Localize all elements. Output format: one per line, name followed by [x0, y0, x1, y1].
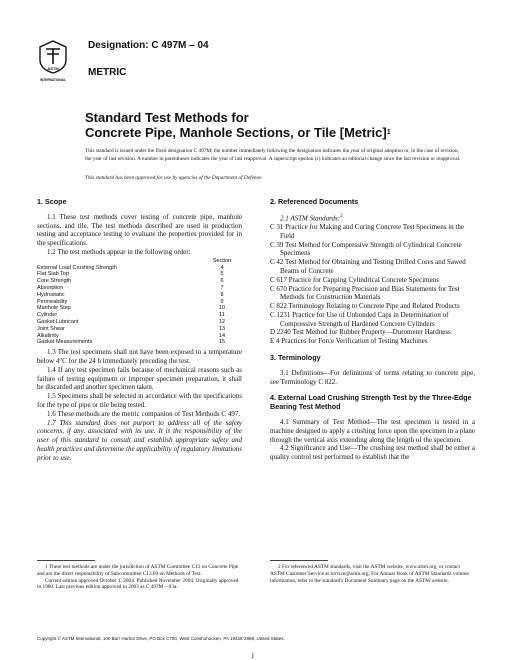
- table-row: Flat Slab Top 5: [37, 271, 224, 278]
- reference-item: C 42 Test Method for Obtaining and Testing Drilled Cores and Sawed Beams of Concrete: [270, 258, 466, 275]
- reference-item: C 822 Terminology Relating to Concrete Pipe and Related Products: [270, 302, 460, 311]
- para-1-4: 1.4 If any test specimen fails because of mechanical reasons such as failure of testing equipment or improper specimen preparation, it shall be discarded and another specimen taken.: [37, 365, 242, 392]
- section-col-header: Section: [212, 257, 232, 264]
- para-1-7: 1.7 This standard does not purport to address all of the safety concerns, if any, associated with its use. It is the responsibility of the user of this standard to consult and establish appropriate safety and health practices and determine the applicability of regulatory limitations prior to use.: [37, 418, 242, 462]
- astm-standards-intro: 2.1 ASTM Standards:: [280, 214, 341, 223]
- document-title: [85, 110, 485, 140]
- astm-logo: [38, 40, 68, 82]
- defense-notice: This standard has been approved for use by agencies of the Department of Defense.: [85, 175, 263, 181]
- table-row: Gasket Lubricant 12: [37, 318, 226, 325]
- table-row: Joint Shear 13: [37, 325, 226, 332]
- left-column: [37, 198, 242, 463]
- para-1-6: 1.6 These methods are the metric companion of Test Methods C 497.: [47, 409, 241, 418]
- para-1-3: 1.3 The test specimens shall not have been exposed to a temperature below 4°C for the 24 h immediately preceding the test.: [37, 348, 242, 365]
- title-line1: Standard Test Methods for: [85, 110, 249, 125]
- footnote-1: [37, 564, 242, 591]
- methods-table: [37, 258, 237, 346]
- footnote-1-edition: Current edition approved October 1, 2004. Published November 2004. Originally approved in 1980. Last previous edition approved in 2003 as C 497M – 03a.: [37, 577, 239, 591]
- reference-item: C 670 Practice for Preparing Precision and Bias Statements for Test Methods for Construction Materials: [270, 284, 460, 302]
- issuance-notice: This standard is issued under the fixed designation C 497M; the number immediately following the designation indicates the year of original adoption or, in the case of revision, the year of last revision. A number in parentheses indicates the year of last reapproval. A superscript epsilon (ε) indicates an editorial change since the last revision or reapproval.: [85, 148, 461, 162]
- right-column: [270, 198, 475, 462]
- metric-label: METRIC: [88, 67, 127, 78]
- table-row: Hydrostatic 8: [37, 291, 224, 298]
- scope-heading: 1. Scope: [37, 197, 67, 206]
- table-row: Cylinder 11: [37, 312, 225, 319]
- footnote-rule-left: [37, 560, 95, 561]
- table-row: Gasket Measurements 15: [37, 339, 226, 346]
- footnote-rule-right: [270, 560, 328, 561]
- footnote-2: [270, 564, 475, 584]
- para-1-1: 1.1 These test methods cover testing of concrete pipe, manhole sections, and tile. The test methods described are used in production testing and acceptance testing to evaluate the properties provided for in the specifications.: [37, 212, 242, 248]
- crushing-test-heading: 4. External Load Crushing Strength Test by the Three-Edge Bearing Test Method: [270, 393, 472, 412]
- footnote-2-text: 2 For referenced ASTM standards, visit the ASTM website, www.astm.org, or contact ASTM Customer Service at service@astm.org. For Annual Book of ASTM Standards volume information, refer to the standard's Document Summary page on the ASTM website.: [270, 564, 469, 584]
- table-row: Alkalinity 14: [37, 332, 226, 339]
- references-heading: 2. Referenced Documents: [270, 197, 359, 206]
- copyright-notice: Copyright © ASTM International, 100 Barr Harbor Drive, PO Box C700, West Conshohocken, PA 19428-2959, United States.: [37, 636, 285, 641]
- para-4-2: 4.2 Significance and Use—The crushing test method shall be either a quality control test performed to establish that the: [270, 444, 475, 462]
- table-row: Absorption 7: [37, 284, 224, 291]
- table-row: Core Strength 6: [37, 278, 224, 285]
- page-number: 1: [251, 652, 255, 660]
- title-footnote-ref: 1: [386, 129, 391, 136]
- logo-text: ASTM: [47, 66, 59, 71]
- designation: Designation: C 497M – 04: [88, 40, 209, 51]
- reference-item: C 617 Practice for Capping Cylindrical Concrete Specimens: [270, 275, 439, 284]
- astm-standards-footnote-ref: 2: [340, 213, 343, 219]
- reference-item: C 1231 Practice for Use of Unbonded Caps in Determination of Compressive Strength of Hardened Concrete Cylinders: [270, 310, 449, 328]
- para-1-5: 1.5 Specimens shall be selected in accordance with the specifications for the type of pipe or tile being tested.: [37, 392, 242, 409]
- table-row: Manhole Step 10: [37, 305, 226, 312]
- para-1-2: 1.2 The test methods appear in the following order:: [47, 247, 191, 256]
- footnote-1-text: 1 These test methods are under the jurisdiction of ASTM Committee C13 on Concrete Pipe and are the direct responsibility of Subcommittee C13.09 on Methods of Test.: [37, 564, 239, 577]
- reference-item: E 4 Practices for Force Verification of Testing Machines: [270, 337, 428, 346]
- reference-item: D 2240 Test Method for Rubber Property—Durometer Hardness: [270, 328, 451, 337]
- table-row: External Load Crushing Strength 4: [37, 264, 224, 271]
- title-line2: Concrete Pipe, Manhole Sections, or Tile [Metric]: [85, 125, 387, 140]
- terminology-heading: 3. Terminology: [270, 353, 321, 363]
- logo-subtext: INTERNATIONAL: [40, 78, 66, 82]
- reference-item: C 39 Test Method for Compressive Strength of Cylindrical Concrete Specimens: [270, 240, 462, 258]
- reference-item: C 31 Practice for Making and Curing Concrete Test Specimens in the Field: [270, 222, 464, 240]
- para-3-1: 3.1 Definitions—For definitions of terms relating to concrete pipe, see Terminology C 822.: [270, 368, 475, 386]
- para-4-1: 4.1 Summary of Test Method—The test specimen is tested in a machine designed to apply a crushing force upon the specimen in a plane through the vertical axis extending along the length of the specimen.: [270, 418, 475, 444]
- table-row: Permeability 9: [37, 298, 224, 305]
